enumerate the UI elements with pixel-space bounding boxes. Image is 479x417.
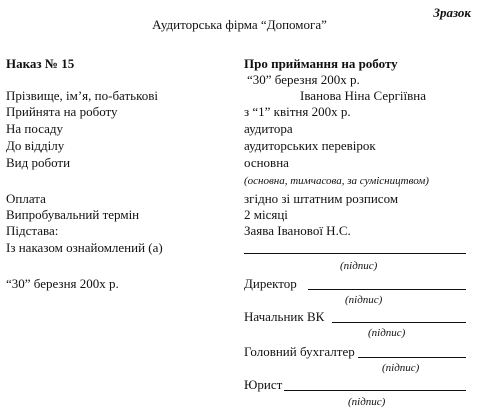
value-basis: Заява Іванової Н.С. <box>244 223 351 238</box>
value-payment: згідно зі штатним розписом <box>244 191 399 206</box>
label-position: На посаду <box>6 121 64 136</box>
value-probation: 2 місяці <box>244 207 288 222</box>
director-signature-line <box>308 289 466 290</box>
label-work-type: Вид роботи <box>6 155 71 170</box>
value-full-name: Іванова Ніна Сергіївна <box>300 88 427 103</box>
hr-head-signature-line <box>332 322 466 323</box>
label-department: До відділу <box>6 138 65 153</box>
sample-label: Зразок <box>433 5 471 20</box>
value-hired: з “1” квітня 200х р. <box>244 104 351 119</box>
acknowledged-date: “30” березня 200х р. <box>6 276 119 291</box>
label-probation: Випробувальний термін <box>6 207 140 222</box>
signer-chief-accountant-label: Головний бухгалтер <box>244 344 355 359</box>
order-number: Наказ № 15 <box>6 56 75 71</box>
value-position: аудитора <box>244 121 293 136</box>
label-hired: Прийнята на роботу <box>6 104 118 119</box>
value-work-type: основна <box>244 155 289 170</box>
company-name: Аудиторська фірма “Допомога” <box>152 17 327 32</box>
label-payment: Оплата <box>6 191 46 206</box>
order-date: “30” березня 200х р. <box>247 72 360 87</box>
signature-hint-hr-head: (підпис) <box>368 327 406 339</box>
value-department: аудиторських перевірок <box>244 138 376 153</box>
signature-hint-director: (підпис) <box>345 294 383 306</box>
label-full-name: Прізвище, ім’я, по-батькові <box>6 88 159 103</box>
signer-director-label: Директор <box>244 276 297 291</box>
work-type-hint: (основна, тимчасова, за сумісництвом) <box>244 175 429 187</box>
label-basis: Підстава: <box>6 223 59 238</box>
lawyer-signature-line <box>284 390 466 391</box>
order-subject: Про приймання на роботу <box>244 56 398 71</box>
label-acknowledged: Із наказом ознайомлений (а) <box>6 240 163 255</box>
acknowledged-signature-line <box>244 253 466 254</box>
signature-hint-acknowledged: (підпис) <box>340 260 378 272</box>
signer-hr-head-label: Начальник ВК <box>244 309 325 324</box>
signer-lawyer-label: Юрист <box>244 377 283 392</box>
chief-accountant-signature-line <box>358 357 466 358</box>
signature-hint-chief-accountant: (підпис) <box>382 362 420 374</box>
signature-hint-lawyer: (підпис) <box>348 396 386 408</box>
